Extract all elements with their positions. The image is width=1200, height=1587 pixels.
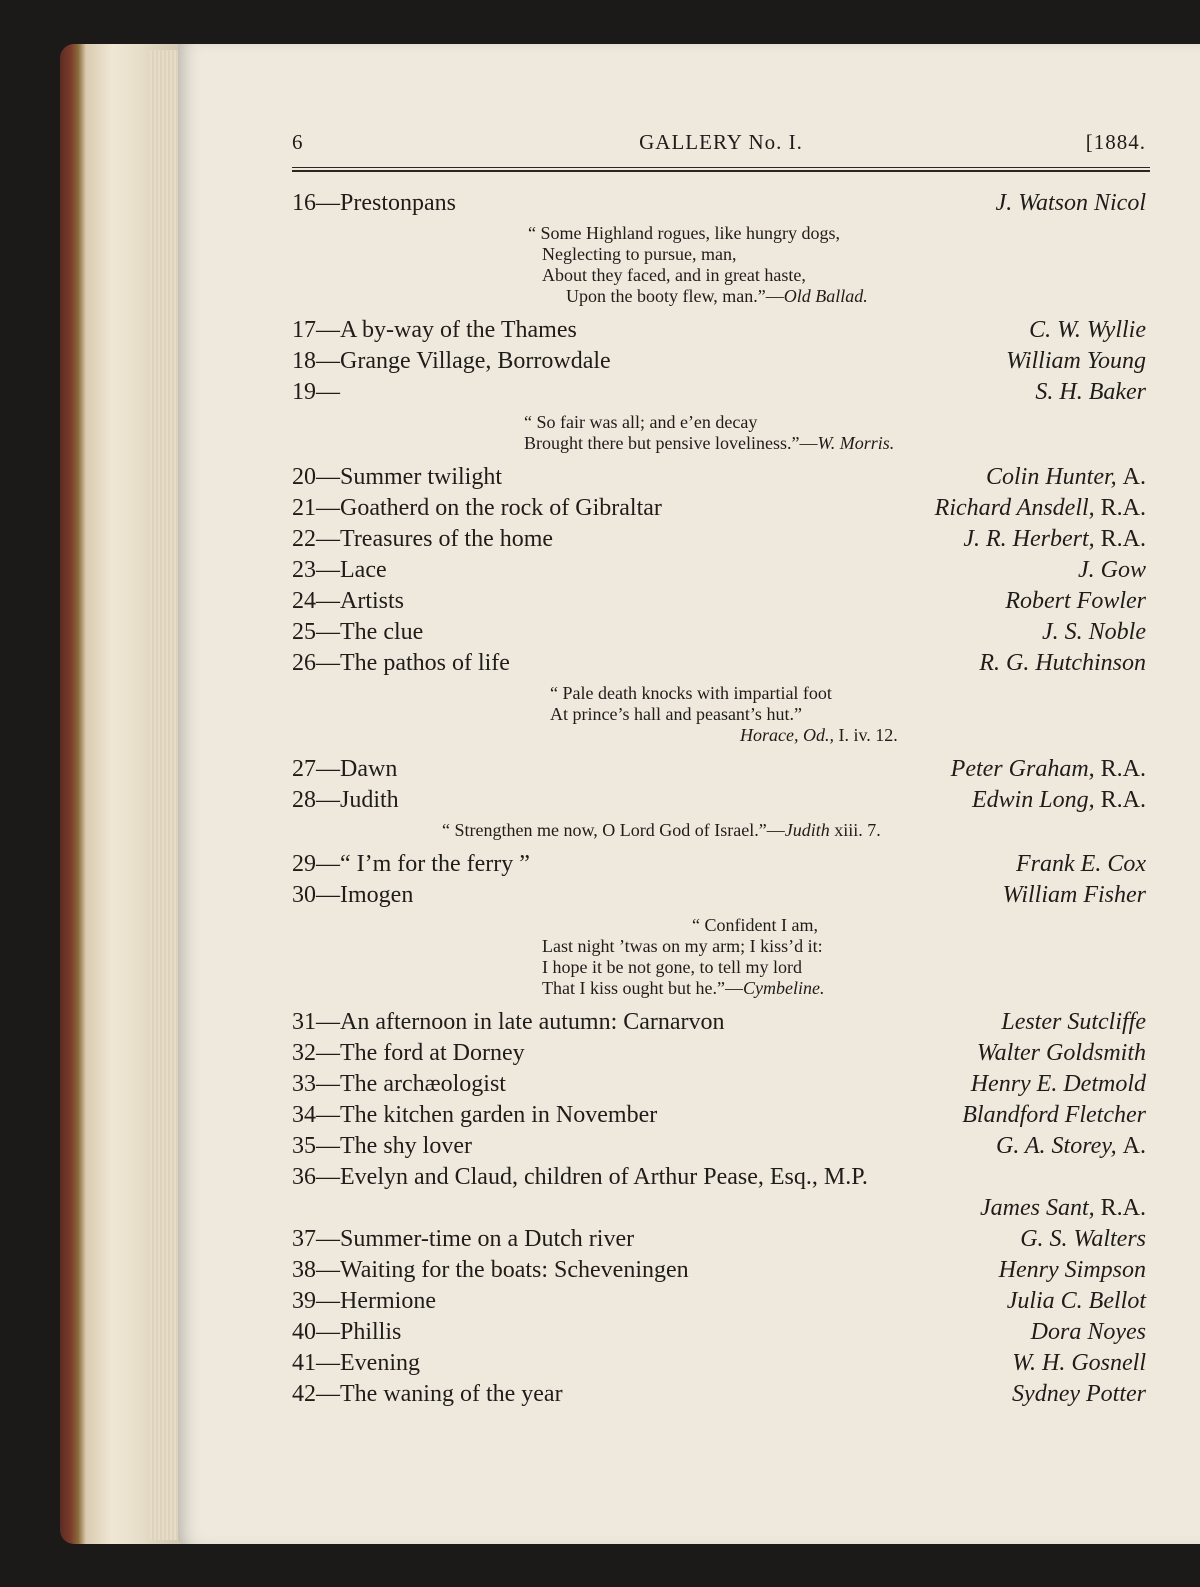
entry-title: A by-way of the Thames [340, 317, 577, 343]
quote-source: Judith [784, 820, 830, 840]
entry-label [292, 462, 502, 493]
entry-label [292, 493, 662, 524]
entry-artist [1012, 1379, 1146, 1410]
quote-source-ref: I. iv. 12. [838, 725, 898, 745]
quote-line: “ So fair was all; and e’en decay [524, 412, 758, 432]
catalogue-entry [292, 1255, 1150, 1286]
entry-dash: — [316, 1257, 340, 1283]
entry-artist [972, 785, 1146, 816]
entry-number: 21 [292, 495, 316, 521]
entry-artist [1006, 346, 1146, 377]
entry-title: Goatherd on the rock of Gibraltar [340, 495, 662, 521]
entry-artist-name: G. A. Storey, [996, 1133, 1117, 1159]
page-title: GALLERY No. I. [639, 130, 803, 154]
entry-artist [935, 493, 1146, 524]
quote-line: “ Some Highland rogues, like hungry dogs, [528, 223, 840, 243]
catalogue-entry [292, 754, 1150, 785]
catalogue-entry [292, 1162, 1150, 1193]
entry-label [292, 1286, 436, 1317]
entry-dash: — [316, 1009, 340, 1035]
entry-artist-name: J. Gow [1078, 557, 1146, 583]
entry-artist-name: Julia C. Bellot [1006, 1288, 1146, 1314]
epigraph-quote [292, 915, 1150, 999]
entry-title: The waning of the year [340, 1381, 563, 1407]
entry-dash: — [316, 1040, 340, 1066]
entry-number: 31 [292, 1009, 316, 1035]
entry-artist [1029, 315, 1146, 346]
entry-number: 30 [292, 882, 316, 908]
entry-title: Grange Village, Borrowdale [340, 348, 611, 374]
entry-artist-line [292, 1193, 1150, 1224]
entry-artist-name: R. G. Hutchinson [979, 650, 1146, 676]
entry-label [292, 1348, 420, 1379]
entry-number: 16 [292, 190, 316, 216]
entry-label [292, 1255, 689, 1286]
entry-artist-name: W. H. Gosnell [1012, 1350, 1146, 1376]
entry-number: 37 [292, 1226, 316, 1252]
entry-artist [1020, 1224, 1146, 1255]
entry-dash: — [316, 495, 340, 521]
entry-dash: — [316, 379, 340, 405]
entry-artist [996, 188, 1146, 219]
entry-artist-name: Frank E. Cox [1016, 851, 1146, 877]
entry-artist-name: Walter Goldsmith [976, 1040, 1146, 1066]
entry-label [292, 315, 577, 346]
entry-artist-suffix: R.A. [1100, 526, 1146, 552]
catalogue-entry [292, 1286, 1150, 1317]
quote-source: Horace, Od., [740, 725, 834, 745]
catalogue-entry [292, 462, 1150, 493]
catalogue-entry [292, 555, 1150, 586]
catalogue-entry [292, 1224, 1150, 1255]
entry-title: Judith [340, 787, 399, 813]
quote-source: Old Ballad. [783, 286, 868, 306]
entry-artist-name: Sydney Potter [1012, 1381, 1146, 1407]
header-rule [292, 167, 1150, 172]
entry-artist-name: Colin Hunter, [985, 464, 1117, 490]
catalogue-entry [292, 1131, 1150, 1162]
quote-line: About they faced, and in great haste, [542, 265, 806, 285]
epigraph-quote [292, 412, 1150, 454]
entry-number: 32 [292, 1040, 316, 1066]
entry-label [292, 880, 413, 911]
catalogue-entry [292, 346, 1150, 377]
catalogue-entry [292, 1038, 1150, 1069]
entry-dash: — [316, 1164, 340, 1190]
entry-title: Prestonpans [340, 190, 456, 216]
entry-artist-suffix: A. [1122, 464, 1146, 490]
entry-label [292, 1100, 657, 1131]
catalogue-entry [292, 617, 1150, 648]
entry-number: 28 [292, 787, 316, 813]
entry-artist [986, 462, 1146, 493]
entry-label [292, 785, 399, 816]
catalogue-entry [292, 1379, 1150, 1410]
entry-artist [1007, 1286, 1146, 1317]
entry-artist-suffix: R.A. [1100, 756, 1146, 782]
entry-label [292, 346, 611, 377]
entry-dash: — [316, 787, 340, 813]
entry-label [292, 1038, 525, 1069]
entry-artist-suffix: R.A. [1100, 1195, 1146, 1221]
entry-title: The shy lover [340, 1133, 472, 1159]
page-year: [1884. [1085, 130, 1146, 154]
entry-title: Lace [340, 557, 387, 583]
entry-number: 20 [292, 464, 316, 490]
entry-artist-name: Richard Ansdell, [934, 495, 1095, 521]
entry-title: The ford at Dorney [340, 1040, 525, 1066]
catalogue-entry [292, 785, 1150, 816]
quote-line: “ Strengthen me now, O Lord God of Israel.”—Judith xiii. 7. [442, 820, 881, 840]
entry-artist-name: Robert Fowler [1005, 588, 1146, 614]
entry-artist [963, 524, 1146, 555]
catalogue-entry [292, 1348, 1150, 1379]
entry-label [292, 1379, 563, 1410]
quote-source-line [550, 725, 1150, 746]
entry-label [292, 586, 404, 617]
entry-artist-name: J. S. Noble [1042, 619, 1146, 645]
entry-number: 22 [292, 526, 316, 552]
entry-artist [1003, 880, 1146, 911]
entry-artist [1001, 1007, 1146, 1038]
entry-title: An afternoon in late autumn: Carnarvon [340, 1009, 725, 1035]
entry-number: 33 [292, 1071, 316, 1097]
entry-artist-suffix: R.A. [1100, 495, 1146, 521]
entry-number: 27 [292, 756, 316, 782]
entry-label [292, 754, 397, 785]
entry-number: 40 [292, 1319, 316, 1345]
entry-artist [971, 1069, 1146, 1100]
entry-number: 25 [292, 619, 316, 645]
catalogue-entry [292, 493, 1150, 524]
quote-line: “ Confident I am, [692, 915, 818, 935]
epigraph-quote [292, 223, 1150, 307]
entry-title: Evelyn and Claud, children of Arthur Pease, Esq., M.P. [340, 1164, 868, 1190]
entry-artist-name: Dora Noyes [1030, 1319, 1146, 1345]
entry-number: 17 [292, 317, 316, 343]
entry-artist-name: G. S. Walters [1020, 1226, 1146, 1252]
entry-label [292, 188, 456, 219]
running-head [292, 125, 1150, 161]
entry-artist-name: J. R. Herbert, [963, 526, 1095, 552]
entry-artist-name: William Young [1006, 348, 1146, 374]
entry-label [292, 377, 340, 408]
entry-artist-name: William Fisher [1002, 882, 1146, 908]
quote-source: Cymbeline. [742, 978, 825, 998]
entry-dash: — [316, 1319, 340, 1345]
entry-artist [1042, 617, 1146, 648]
entry-dash: — [316, 882, 340, 908]
quote-line: I hope it be not gone, to tell my lord [542, 957, 802, 977]
entry-label [292, 1069, 506, 1100]
entry-artist-name: Lester Sutcliffe [1001, 1009, 1146, 1035]
entry-title: Waiting for the boats: Scheveningen [340, 1257, 689, 1283]
entry-dash: — [316, 851, 340, 877]
catalogue-entry [292, 1007, 1150, 1038]
entry-artist-suffix: R.A. [1100, 787, 1146, 813]
entry-number: 41 [292, 1350, 316, 1376]
entry-dash: — [316, 526, 340, 552]
entry-number: 26 [292, 650, 316, 676]
entry-number: 23 [292, 557, 316, 583]
entry-artist [1078, 555, 1146, 586]
entry-title: Artists [340, 588, 405, 614]
catalogue-entry [292, 524, 1150, 555]
entry-title: Imogen [340, 882, 414, 908]
entry-number: 36 [292, 1164, 316, 1190]
entry-artist-name: Henry E. Detmold [970, 1071, 1146, 1097]
entry-artist-name: Henry Simpson [998, 1257, 1146, 1283]
entry-label [292, 648, 510, 679]
entry-label [292, 1007, 725, 1038]
catalogue-page-content [292, 125, 1150, 1410]
entry-artist-name: Edwin Long, [971, 787, 1095, 813]
entry-title: Phillis [340, 1319, 402, 1345]
entry-dash: — [316, 464, 340, 490]
entry-dash: — [316, 317, 340, 343]
catalogue-entry [292, 648, 1150, 679]
entry-label [292, 1224, 634, 1255]
quote-line: At prince’s hall and peasant’s hut.” [550, 704, 802, 724]
epigraph-quote [292, 683, 1150, 746]
entry-artist-name: C. W. Wyllie [1029, 317, 1146, 343]
entry-artist [1016, 849, 1146, 880]
entry-dash: — [316, 1288, 340, 1314]
entry-title: Dawn [340, 756, 398, 782]
quote-source: W. Morris. [817, 433, 895, 453]
entry-title: The kitchen garden in November [340, 1102, 658, 1128]
entry-number: 29 [292, 851, 316, 877]
entry-artist [962, 1100, 1146, 1131]
entry-number: 39 [292, 1288, 316, 1314]
entry-dash: — [316, 756, 340, 782]
quote-line: Last night ’twas on my arm; I kiss’d it: [542, 936, 823, 956]
entry-dash: — [316, 650, 340, 676]
entry-dash: — [316, 557, 340, 583]
entry-title: The pathos of life [340, 650, 510, 676]
entry-label [292, 1131, 472, 1162]
entry-dash: — [316, 619, 340, 645]
entry-number: 42 [292, 1381, 316, 1407]
entry-title: Summer twilight [340, 464, 502, 490]
entry-title: Treasures of the home [340, 526, 554, 552]
entry-dash: — [316, 190, 340, 216]
catalogue-entry [292, 1069, 1150, 1100]
entry-artist-name: Blandford Fletcher [962, 1102, 1146, 1128]
catalogue-entry [292, 1317, 1150, 1348]
catalogue-entry [292, 315, 1150, 346]
entry-artist: James Sant, [980, 1195, 1095, 1221]
entry-title: The archæologist [340, 1071, 506, 1097]
quote-source-ref: xiii. 7. [834, 820, 881, 840]
quote-line: Neglecting to pursue, man, [542, 244, 737, 264]
entry-dash: — [316, 348, 340, 374]
catalogue-entry [292, 849, 1150, 880]
entry-title: The clue [340, 619, 424, 645]
entry-dash: — [316, 1071, 340, 1097]
entry-dash: — [316, 1350, 340, 1376]
entry-artist [999, 1255, 1146, 1286]
entry-dash: — [316, 1133, 340, 1159]
entry-label [292, 1317, 401, 1348]
entry-dash: — [316, 1102, 340, 1128]
entry-number: 24 [292, 588, 316, 614]
entry-artist-suffix: A. [1122, 1133, 1146, 1159]
entry-number: 38 [292, 1257, 316, 1283]
entry-title: “ I’m for the ferry ” [340, 851, 530, 877]
entry-artist-name: Peter Graham, [950, 756, 1095, 782]
entry-dash: — [316, 588, 340, 614]
entry-artist [1035, 377, 1146, 408]
quote-line: Brought there but pensive loveliness.”—W. Morris. [524, 433, 895, 453]
entry-label [292, 849, 530, 880]
entry-title: Summer-time on a Dutch river [340, 1226, 635, 1252]
entry-number: 19 [292, 379, 316, 405]
catalogue-entry [292, 880, 1150, 911]
entry-artist [1012, 1348, 1146, 1379]
quote-line: “ Pale death knocks with impartial foot [550, 683, 832, 703]
entry-artist [1031, 1317, 1146, 1348]
entry-dash: — [316, 1226, 340, 1252]
quote-line: That I kiss ought but he.”—Cymbeline. [542, 978, 825, 998]
entry-title: Hermione [340, 1288, 436, 1314]
catalogue-entry [292, 188, 1150, 219]
entry-label [292, 524, 553, 555]
catalogue-entry [292, 1100, 1150, 1131]
epigraph-quote [292, 820, 1150, 841]
entry-artist-name: J. Watson Nicol [995, 190, 1146, 216]
entry-label [292, 617, 423, 648]
entry-artist [979, 648, 1146, 679]
page-number: 6 [292, 130, 304, 154]
entry-artist [1005, 586, 1146, 617]
entry-dash: — [316, 1381, 340, 1407]
catalogue-entry [292, 586, 1150, 617]
entry-number: 35 [292, 1133, 316, 1159]
entry-number: 18 [292, 348, 316, 374]
entry-number: 34 [292, 1102, 316, 1128]
entry-title: Evening [340, 1350, 420, 1376]
entry-artist-name: S. H. Baker [1035, 379, 1146, 405]
catalogue-entry [292, 377, 1150, 408]
entry-artist [996, 1131, 1146, 1162]
entry-artist [951, 754, 1146, 785]
catalogue-list [292, 188, 1150, 1410]
quote-line: Upon the booty flew, man.”—Old Ballad. [566, 286, 868, 306]
entry-label [292, 555, 387, 586]
entry-artist [977, 1038, 1146, 1069]
